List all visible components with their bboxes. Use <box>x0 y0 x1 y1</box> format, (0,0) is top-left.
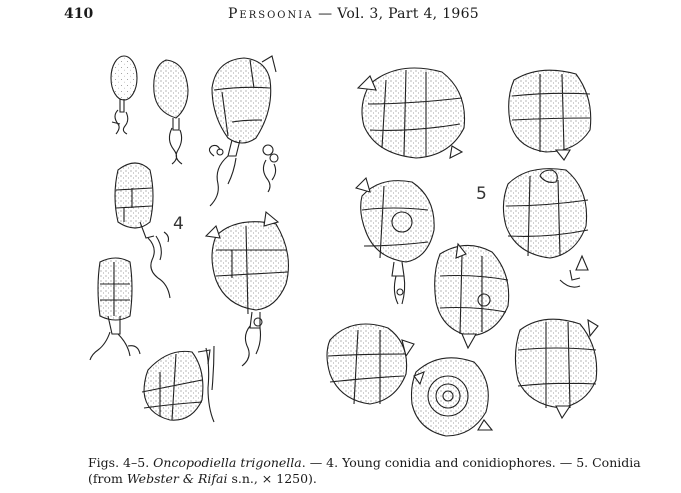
page-number: 410 <box>64 6 94 22</box>
small-conidiophore <box>263 145 278 192</box>
caption-species: Oncopodiella trigonella <box>153 455 302 470</box>
conidium-f <box>327 324 414 404</box>
conidium-g <box>412 358 493 436</box>
young-conidium-4 <box>90 258 140 360</box>
header-separator: — <box>313 6 338 22</box>
figure-caption <box>88 455 673 487</box>
figure-label-5: 5 <box>476 184 487 204</box>
conidium-a <box>358 68 465 158</box>
volume-info: Vol. 3, Part 4, 1965 <box>337 6 480 22</box>
caption-collectors: Webster & Rifai <box>126 471 228 486</box>
conidium-b <box>509 70 591 160</box>
figure-5-drawings <box>327 68 598 436</box>
young-conidium-2 <box>154 60 188 164</box>
conidium-d <box>503 169 588 288</box>
caption-part-4: . — 4. Young conidia and conidiophores. — 5. Conidia <box>301 455 641 470</box>
figure-4-drawings <box>90 56 288 422</box>
figure-label-4: 4 <box>173 214 184 234</box>
caption-prefix: Figs. 4–5. <box>88 455 150 470</box>
conidium-e <box>435 244 509 348</box>
conidium-h <box>515 319 598 418</box>
young-conidium-5 <box>142 346 214 422</box>
young-conidium-1 <box>111 56 137 134</box>
developing-conidium-top <box>209 56 276 206</box>
caption-line2-close: s.n., × 1250). <box>231 471 317 486</box>
large-conidium <box>206 212 288 366</box>
caption-line2-open: (from <box>88 471 123 486</box>
conidium-c <box>356 178 434 304</box>
journal-name: Persoonia <box>228 6 314 22</box>
